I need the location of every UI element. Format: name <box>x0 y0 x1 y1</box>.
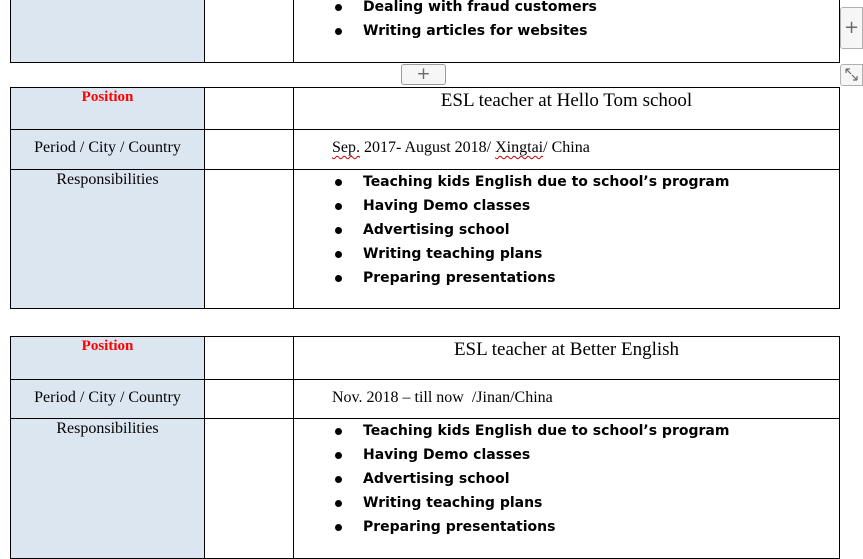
empty-cell[interactable] <box>205 0 294 63</box>
position-label-cell[interactable] <box>11 88 205 130</box>
empty-cell[interactable] <box>205 130 294 170</box>
period-label-cell[interactable] <box>11 380 205 419</box>
bullet-icon <box>335 428 342 435</box>
list-item: Teaching kids English due to school’s program <box>294 170 839 194</box>
responsibilities-label-cell[interactable] <box>11 170 205 309</box>
job-title: ESL teacher at Hello Tom school <box>440 90 693 111</box>
list-item: Writing articles for websites <box>294 19 839 43</box>
list-item: Advertising school <box>294 218 839 242</box>
responsibilities-cell[interactable] <box>294 170 840 309</box>
position-label: Position <box>81 89 134 105</box>
responsibilities-list <box>294 0 839 43</box>
bullet-icon <box>335 452 342 459</box>
bullet-icon <box>335 251 342 258</box>
empty-cell[interactable] <box>205 380 294 419</box>
add-row-button[interactable]: + <box>401 64 446 85</box>
bullet-icon <box>335 179 342 186</box>
bullet-icon <box>335 500 342 507</box>
list-item: Dealing with fraud customers <box>294 0 839 19</box>
responsibilities-label: Responsibilities <box>56 171 159 188</box>
job-table-hello-tom <box>10 87 840 309</box>
spelling-flag: Xingtai <box>495 139 544 156</box>
responsibilities-cell[interactable] <box>294 419 840 559</box>
resize-arrows-icon <box>841 65 862 85</box>
add-column-button[interactable]: + <box>840 7 863 49</box>
period-cell[interactable] <box>294 130 840 170</box>
list-item: Preparing presentations <box>294 266 839 290</box>
responsibilities-label-cell[interactable] <box>11 419 205 559</box>
list-item: Having Demo classes <box>294 443 839 467</box>
bullet-icon <box>335 275 342 282</box>
empty-cell[interactable] <box>205 88 294 130</box>
previous-job-table <box>10 0 840 63</box>
list-item: Having Demo classes <box>294 194 839 218</box>
period-label: Period / City / Country <box>34 139 181 156</box>
responsibilities-list <box>294 419 839 539</box>
bullet-icon <box>335 28 342 35</box>
responsibilities-label: Responsibilities <box>56 420 159 437</box>
position-label: Position <box>81 338 134 354</box>
period-value: Sep. 2017- August 2018/ Xingtai/ China <box>332 139 590 156</box>
position-label-cell[interactable] <box>11 337 205 380</box>
list-item: Preparing presentations <box>294 515 839 539</box>
bullet-icon <box>335 227 342 234</box>
list-item: Advertising school <box>294 467 839 491</box>
period-value: Nov. 2018 – till now /Jinan/China <box>332 389 553 406</box>
empty-cell[interactable] <box>205 170 294 309</box>
empty-cell[interactable] <box>205 337 294 380</box>
spelling-flag: Sep. <box>332 139 360 156</box>
list-item: Writing teaching plans <box>294 242 839 266</box>
empty-cell[interactable] <box>205 419 294 559</box>
position-title-cell[interactable] <box>294 337 840 380</box>
period-label-cell[interactable] <box>11 130 205 170</box>
position-title-cell[interactable] <box>294 88 840 130</box>
bullet-icon <box>335 203 342 210</box>
period-cell[interactable] <box>294 380 840 419</box>
job-title: ESL teacher at Better English <box>453 339 680 360</box>
bullet-icon <box>335 524 342 531</box>
bullet-icon <box>335 476 342 483</box>
list-item: Writing teaching plans <box>294 491 839 515</box>
responsibilities-label-cell[interactable] <box>11 0 205 63</box>
period-label: Period / City / Country <box>34 389 181 406</box>
responsibilities-cell[interactable] <box>294 0 840 63</box>
bullet-icon <box>335 4 342 11</box>
list-item: Teaching kids English due to school’s program <box>294 419 839 443</box>
responsibilities-list <box>294 170 839 290</box>
job-table-better-english <box>10 336 840 559</box>
table-resize-button[interactable] <box>840 64 863 86</box>
